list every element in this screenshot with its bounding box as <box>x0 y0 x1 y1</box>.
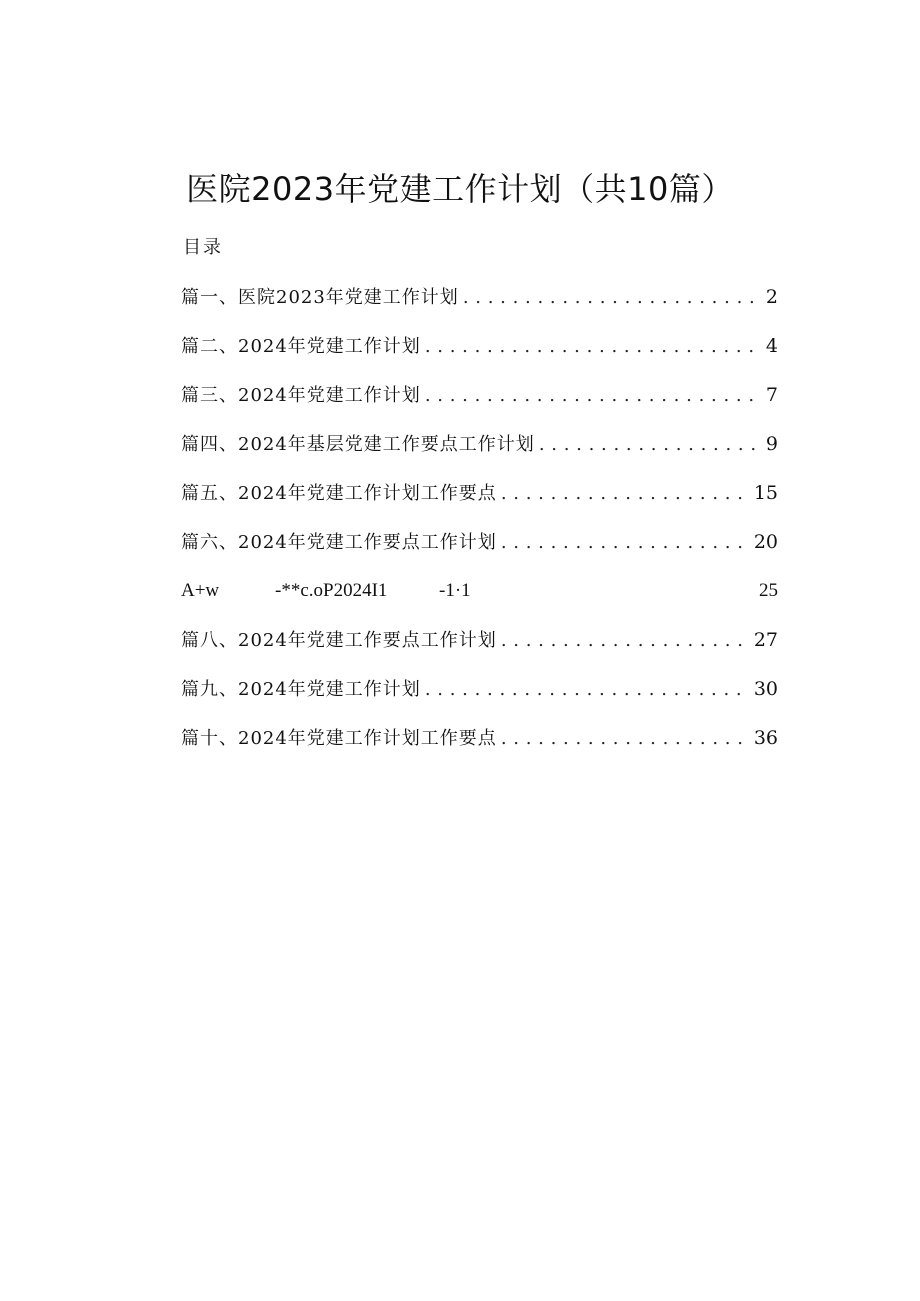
toc-entry-4[interactable] <box>181 430 778 458</box>
toc-entry-page: 30 <box>753 678 778 700</box>
dot-leader <box>463 284 762 312</box>
dot-leader <box>501 529 750 557</box>
toc-entry-garbled-text: -1·1 <box>439 580 471 601</box>
toc-entry-10[interactable] <box>181 724 778 752</box>
toc-entry-label: 篇二、2024年党建工作计划 <box>181 336 421 357</box>
toc-entry-page: 36 <box>753 727 778 749</box>
toc-entry-5[interactable] <box>181 479 778 507</box>
dot-leader <box>501 725 750 753</box>
toc-entry-3[interactable] <box>181 381 778 409</box>
toc-entry-page: 20 <box>753 531 778 553</box>
toc-entry-page: 27 <box>753 629 778 651</box>
document-title: 医院2023年党建工作计划（共10篇） <box>186 170 734 209</box>
dot-leader <box>501 627 750 655</box>
toc-entry-7[interactable] <box>181 577 778 605</box>
toc-entry-page: 2 <box>765 286 778 308</box>
toc-entry-label: 篇九、2024年党建工作计划 <box>181 679 421 700</box>
toc-heading: 目录 <box>183 237 223 258</box>
toc-entry-2[interactable] <box>181 332 778 360</box>
dot-leader <box>425 333 762 361</box>
toc-entry-1[interactable] <box>181 283 778 311</box>
toc-entry-page: 25 <box>759 580 778 601</box>
toc-entry-9[interactable] <box>181 675 778 703</box>
dot-leader <box>501 480 750 508</box>
toc-entry-label: 篇四、2024年基层党建工作要点工作计划 <box>181 434 535 455</box>
toc-entry-6[interactable] <box>181 528 778 556</box>
toc-entry-page: 9 <box>765 433 778 455</box>
toc-entry-garbled-text: A+w <box>181 580 220 601</box>
toc-entry-label: 篇一、医院2023年党建工作计划 <box>181 287 459 308</box>
dot-leader <box>425 676 750 704</box>
dot-leader <box>425 382 762 410</box>
toc-entry-8[interactable] <box>181 626 778 654</box>
toc-entry-label: 篇五、2024年党建工作计划工作要点 <box>181 483 497 504</box>
toc-entry-page: 15 <box>753 482 778 504</box>
toc-entry-label: 篇三、2024年党建工作计划 <box>181 385 421 406</box>
toc-entry-label: 篇六、2024年党建工作要点工作计划 <box>181 532 497 553</box>
toc-entry-label: 篇十、2024年党建工作计划工作要点 <box>181 728 497 749</box>
toc-entry-garbled-text: -**c.oP2024I1 <box>275 580 388 601</box>
toc-entry-page: 7 <box>765 384 778 406</box>
toc-entry-label: 篇八、2024年党建工作要点工作计划 <box>181 630 497 651</box>
toc-entry-page: 4 <box>765 335 778 357</box>
dot-leader <box>539 431 762 459</box>
